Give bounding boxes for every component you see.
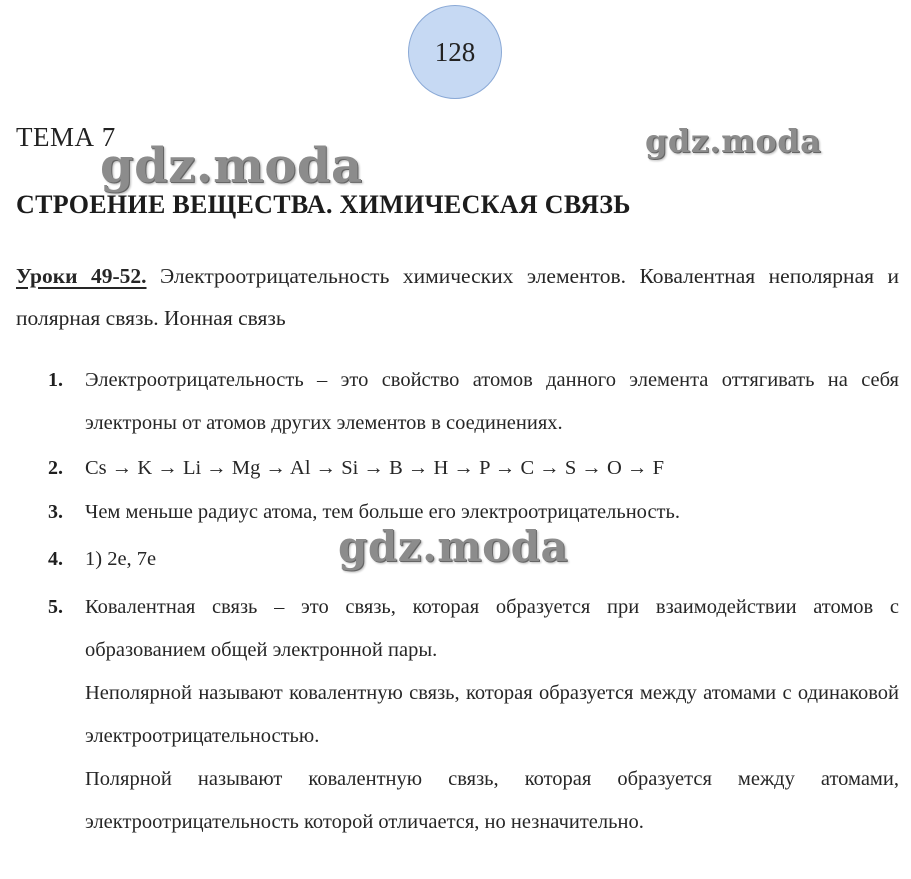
item-number: 2. xyxy=(48,457,63,479)
item-paragraph: Электроотрицательность – это свойство атомов данного элемента оттягивать на себя электроны от атомов других элементов в соединениях. xyxy=(85,369,899,434)
item-paragraph: Неполярной называют ковалентную связь, которая образуется между атомами с одинаковой электроотрицательностью. xyxy=(85,682,899,747)
page-number-badge xyxy=(408,5,502,99)
watermark: gdz.moda xyxy=(645,122,822,160)
item-number: 4. xyxy=(48,548,63,570)
lesson-label: Уроки 49-52. xyxy=(16,264,147,288)
list-item xyxy=(85,447,899,490)
item-paragraph: Полярной называют ковалентную связь, которая образуется между атомами, электроотрицательность которой отличается, но незначительно. xyxy=(85,768,899,833)
chapter-title: СТРОЕНИЕ ВЕЩЕСТВА. ХИМИЧЕСКАЯ СВЯЗЬ xyxy=(16,190,631,219)
lesson-heading xyxy=(16,255,899,339)
item-paragraph: Cs → K → Li → Mg → Al → Si → B → H → P → C → S → O → F xyxy=(85,457,665,479)
watermark: gdz.moda xyxy=(338,522,569,571)
list-item xyxy=(85,538,899,581)
list-item xyxy=(85,359,899,445)
item-paragraph: Чем меньше радиус атома, тем больше его электроотрицательность. xyxy=(85,501,680,523)
item-number: 5. xyxy=(48,596,63,618)
topic-label: ТЕМА 7 xyxy=(16,122,116,152)
item-paragraph: Ковалентная связь – это связь, которая образуется при взаимодействии атомов с образованием общей электронной пары. xyxy=(85,596,899,661)
item-number: 3. xyxy=(48,501,63,523)
lesson-title: Электроотрицательность химических элементов. Ковалентная неполярная и полярная связь. Ионная связь xyxy=(16,264,899,330)
watermark: gdz.moda xyxy=(100,138,363,194)
item-paragraph: 1) 2e, 7e xyxy=(85,548,157,570)
item-number: 1. xyxy=(48,369,63,391)
page-number: 128 xyxy=(434,36,476,67)
list-item xyxy=(85,586,899,844)
